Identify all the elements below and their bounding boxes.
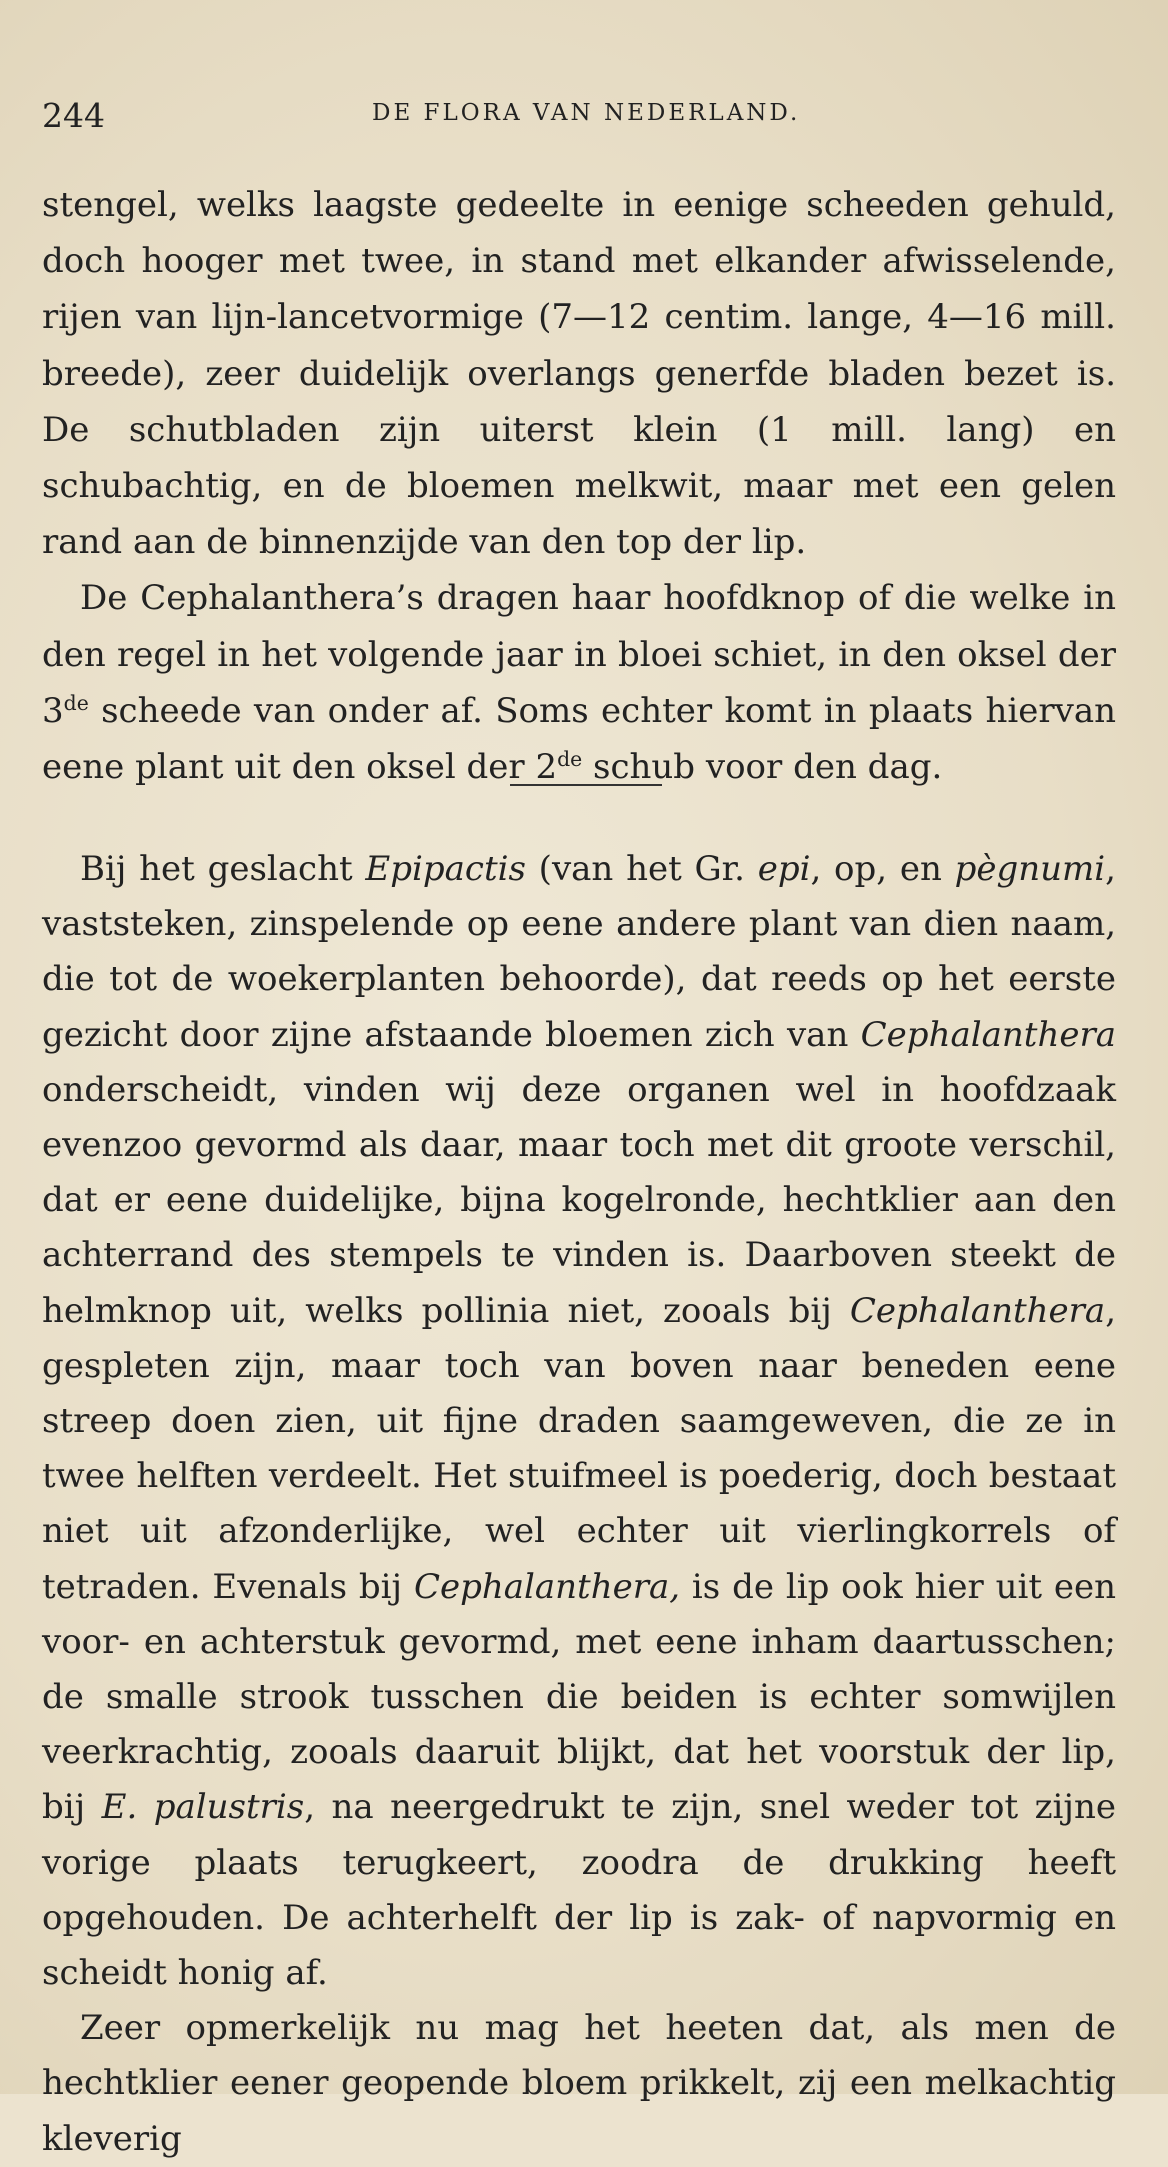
superscript: de [63, 690, 89, 715]
genus-name: Cephalanthera [849, 1290, 1106, 1331]
paragraph-text: , vaststeken, zinspelende op eene andere plant van dien naam, die tot de woekerplanten behoorde), dat reeds op het eerste gezicht door zijne afstaande bloemen zich van [42, 849, 1116, 1055]
paragraph-stengel [42, 177, 1116, 570]
paragraph-text: scheede van onder af. Soms echter komt in plaats hiervan eene plant uit den oksel der 2 [42, 690, 1116, 788]
paragraph-text: , na neergedrukt te zijn, snel weder tot zijne vorige plaats terugkeert, zoodra de drukking heeft opgehouden. De achterhelft der lip is zak- of napvormig en scheidt honig af. [42, 1787, 1116, 1994]
greek-term: epi [757, 849, 811, 889]
paragraph-text: Zeer opmerkelijk nu mag het heeten dat, als men de hechtklier eener geopende bloem prikkelt, zij een melkachtig kleverig [42, 2008, 1116, 2159]
paragraph-text: Bij het geslacht [80, 849, 366, 889]
genus-name: Epipactis [365, 849, 526, 889]
paragraph-text: is de lip ook hier uit een voor- en achterstuk gevormd, met eene inham daartusschen; de smalle strook tusschen die beiden is echter somwijlen veerkrachtig, zooals daaruit blijkt, dat het voorstuk der lip, bij [42, 1566, 1116, 1828]
text-block-epipactis [42, 842, 1116, 2167]
running-title: DE FLORA VAN NEDERLAND. [372, 100, 801, 126]
paragraph-hechtklier [42, 2001, 1116, 2167]
running-head [42, 96, 1132, 136]
text-block-continuation [42, 177, 1116, 795]
species-name: E. palustris [101, 1787, 305, 1828]
paragraph-text: De Cephalanthera’s dragen haar hoofdknop of die welke in den regel in het volgende jaar in bloei schiet, in den oksel der 3 [42, 578, 1116, 731]
paragraph-text: , op, en [810, 849, 955, 889]
superscript: de [557, 746, 583, 771]
section-divider [510, 784, 662, 786]
paragraph-text: , gespleten zijn, maar toch van boven naar beneden eene streep doen zien, uit fijne draden saamgeweven, die ze in twee helften verdeelt. Het stuifmeel is poederig, doch bestaat niet uit afzonderlijke, wel echter uit vierlingkorrels of tetraden. Evenals bij [42, 1290, 1116, 1607]
paragraph-text: onderscheidt, vinden wij deze organen wel in hoofdzaak evenzoo gevormd als daar, maar toch met dit groote verschil, dat er eene duidelijke, bijna kogelronde, hechtklier aan den achterrand des stempels te vinden is. Daarboven steekt de helmknop uit, welks pollinia niet, zooals bij [42, 1069, 1116, 1331]
paragraph-epipactis [42, 842, 1116, 2001]
page-number: 244 [42, 96, 105, 135]
paragraph-text: (van het Gr. [525, 849, 758, 889]
paragraph-text: stengel, welks laagste gedeelte in eenige scheeden gehuld, doch hooger met twee, in stand met elkander afwisselende, rijen van lijn-lancetvormige (7—12 centim. lange, 4—16 mill. breede), zeer duidelijk overlangs generfde bladen bezet is. De schutbladen zijn uiterst klein (1 mill. lang) en schubachtig, en de bloemen melkwit, maar met een gelen rand aan de binnenzijde van den top der lip. [42, 185, 1116, 563]
greek-term: pègnumi [954, 849, 1106, 889]
genus-name: Cephalanthera, [413, 1566, 681, 1607]
genus-name: Cephalanthera [860, 1014, 1116, 1055]
paragraph-cephalanthera [42, 570, 1116, 795]
paragraph-text: schub voor den dag. [582, 747, 943, 788]
